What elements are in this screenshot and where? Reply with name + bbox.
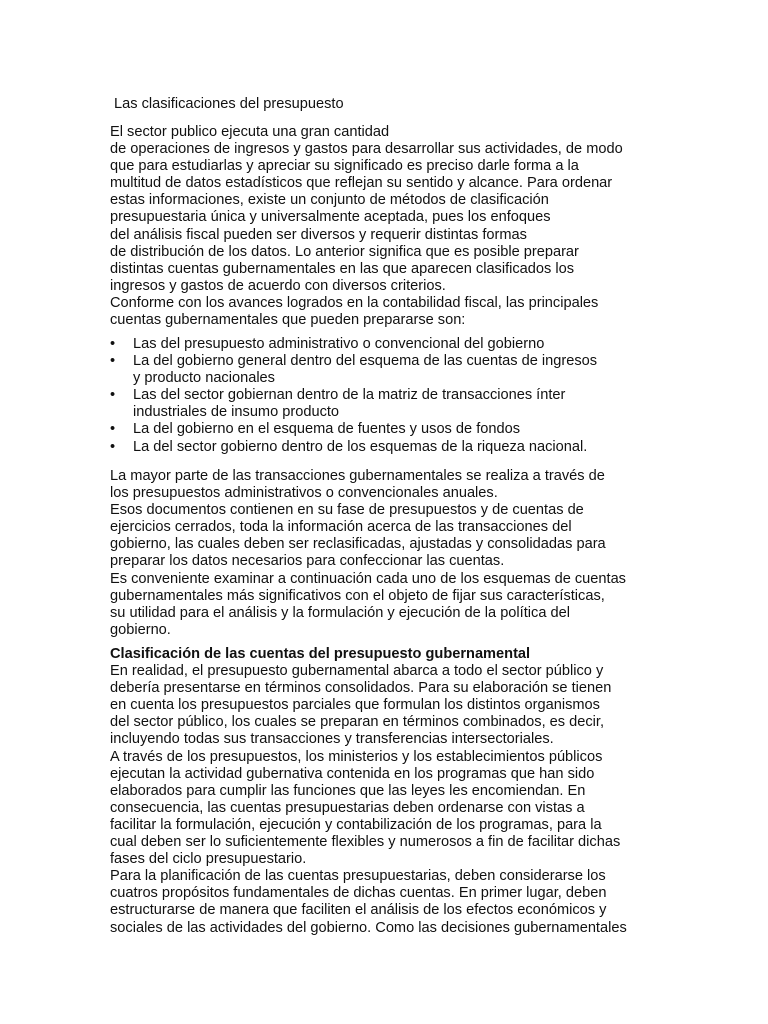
section-line: A través de los presupuestos, los ministerios y los establecimientos públicos: [110, 748, 603, 765]
section-line: Para la planificación de las cuentas presupuestarias, deben considerarse los: [110, 868, 606, 885]
bullet-icon: •: [110, 336, 116, 352]
list-item-text: y producto nacionales: [133, 370, 275, 387]
section-line: ejecutan la actividad gubernativa contenida en los programas que han sido: [110, 765, 595, 782]
section-line: del sector público, los cuales se preparan en términos combinados, es decir,: [110, 714, 605, 731]
list-item-text: La del gobierno en el esquema de fuentes y usos de fondos: [133, 421, 521, 438]
intro-paragraph: [110, 124, 690, 329]
section-line: elaborados para cumplir las funciones que las leyes les encomiendan. En: [110, 782, 586, 799]
intro-line: multitud de datos estadísticos que reflejan su sentido y alcance. Para ordenar: [110, 175, 613, 192]
intro-line: ingresos y gastos de acuerdo con diversos criterios.: [110, 277, 446, 294]
body-line: gubernamentales más significativos con el objeto de fijar sus características,: [110, 587, 605, 604]
intro-line: cuentas gubernamentales que pueden prepararse son:: [110, 312, 466, 329]
intro-line: estas informaciones, existe un conjunto de métodos de clasificación: [110, 192, 549, 209]
classification-section: [110, 646, 690, 937]
document-title: Las clasificaciones del presupuesto: [114, 96, 344, 112]
body-line: gobierno.: [110, 621, 171, 638]
section-line: fases del ciclo presupuestario.: [110, 851, 307, 868]
body-paragraph: [110, 468, 690, 639]
body-line: Esos documentos contienen en su fase de presupuestos y de cuentas de: [110, 502, 584, 519]
section-line: estructurarse de manera que faciliten el análisis de los efectos económicos y: [110, 902, 607, 919]
body-line: los presupuestos administrativos o convencionales anuales.: [110, 485, 498, 502]
body-line: La mayor parte de las transacciones gubernamentales se realiza a través de: [110, 468, 605, 484]
accounts-list: [110, 336, 690, 456]
intro-line: presupuestaria única y universalmente aceptada, pues los enfoques: [110, 209, 551, 226]
body-line: preparar los datos necesarios para confeccionar las cuentas.: [110, 553, 505, 570]
body-line: su utilidad para el análisis y la formulación y ejecución de la política del: [110, 604, 570, 621]
list-item: [110, 439, 690, 456]
intro-line: del análisis fiscal pueden ser diversos y requerir distintas formas: [110, 226, 527, 243]
section-heading: Clasificación de las cuentas del presupuesto gubernamental: [110, 646, 531, 662]
section-line: En realidad, el presupuesto gubernamental abarca a todo el sector público y: [110, 663, 604, 680]
bullet-icon: •: [110, 387, 116, 404]
bullet-icon: •: [110, 421, 116, 438]
intro-line: de distribución de los datos. Lo anterior significa que es posible preparar: [110, 243, 579, 260]
section-line: cual deben ser lo suficientemente flexibles y numerosos a fin de facilitar dichas: [110, 834, 621, 851]
intro-line: distintas cuentas gubernamentales en las que aparecen clasificados los: [110, 260, 575, 277]
section-line: consecuencia, las cuentas presupuestarias deben ordenarse con vistas a: [110, 799, 585, 816]
section-line: sociales de las actividades del gobierno. Como las decisiones gubernamentales: [110, 919, 627, 936]
section-line: cuatros propósitos fundamentales de dichas cuentas. En primer lugar, deben: [110, 885, 607, 902]
section-line: en cuenta los presupuestos parciales que formulan los distintos organismos: [110, 697, 600, 714]
list-item: [110, 336, 690, 353]
section-line: incluyendo todas sus transacciones y transferencias intersectoriales.: [110, 731, 554, 748]
body-line: ejercicios cerrados, toda la información acerca de las transacciones del: [110, 519, 572, 536]
list-item: [110, 421, 690, 438]
section-line: debería presentarse en términos consolidados. Para su elaboración se tienen: [110, 680, 612, 697]
intro-line: de operaciones de ingresos y gastos para desarrollar sus actividades, de modo: [110, 141, 623, 158]
section-line: facilitar la formulación, ejecución y contabilización de los programas, para la: [110, 816, 602, 833]
list-item-text: Las del presupuesto administrativo o convencional del gobierno: [133, 336, 545, 352]
bullet-icon: •: [110, 353, 116, 370]
list-item-text: industriales de insumo producto: [133, 404, 340, 421]
body-line: gobierno, las cuales deben ser reclasificadas, ajustadas y consolidadas para: [110, 536, 606, 553]
intro-line: El sector publico ejecuta una gran cantidad: [110, 124, 390, 140]
list-item: [110, 387, 690, 421]
intro-line: Conforme con los avances logrados en la contabilidad fiscal, las principales: [110, 294, 599, 311]
intro-line: que para estudiarlas y apreciar su significado es preciso darle forma a la: [110, 158, 579, 175]
list-item: [110, 353, 690, 387]
list-item-text: La del gobierno general dentro del esquema de las cuentas de ingresos: [133, 353, 598, 370]
list-item-text: Las del sector gobiernan dentro de la matriz de transacciones ínter: [133, 387, 566, 404]
list-item-text: La del sector gobierno dentro de los esquemas de la riqueza nacional.: [133, 438, 588, 455]
bullet-icon: •: [110, 438, 116, 455]
body-line: Es conveniente examinar a continuación cada uno de los esquemas de cuentas: [110, 570, 626, 587]
